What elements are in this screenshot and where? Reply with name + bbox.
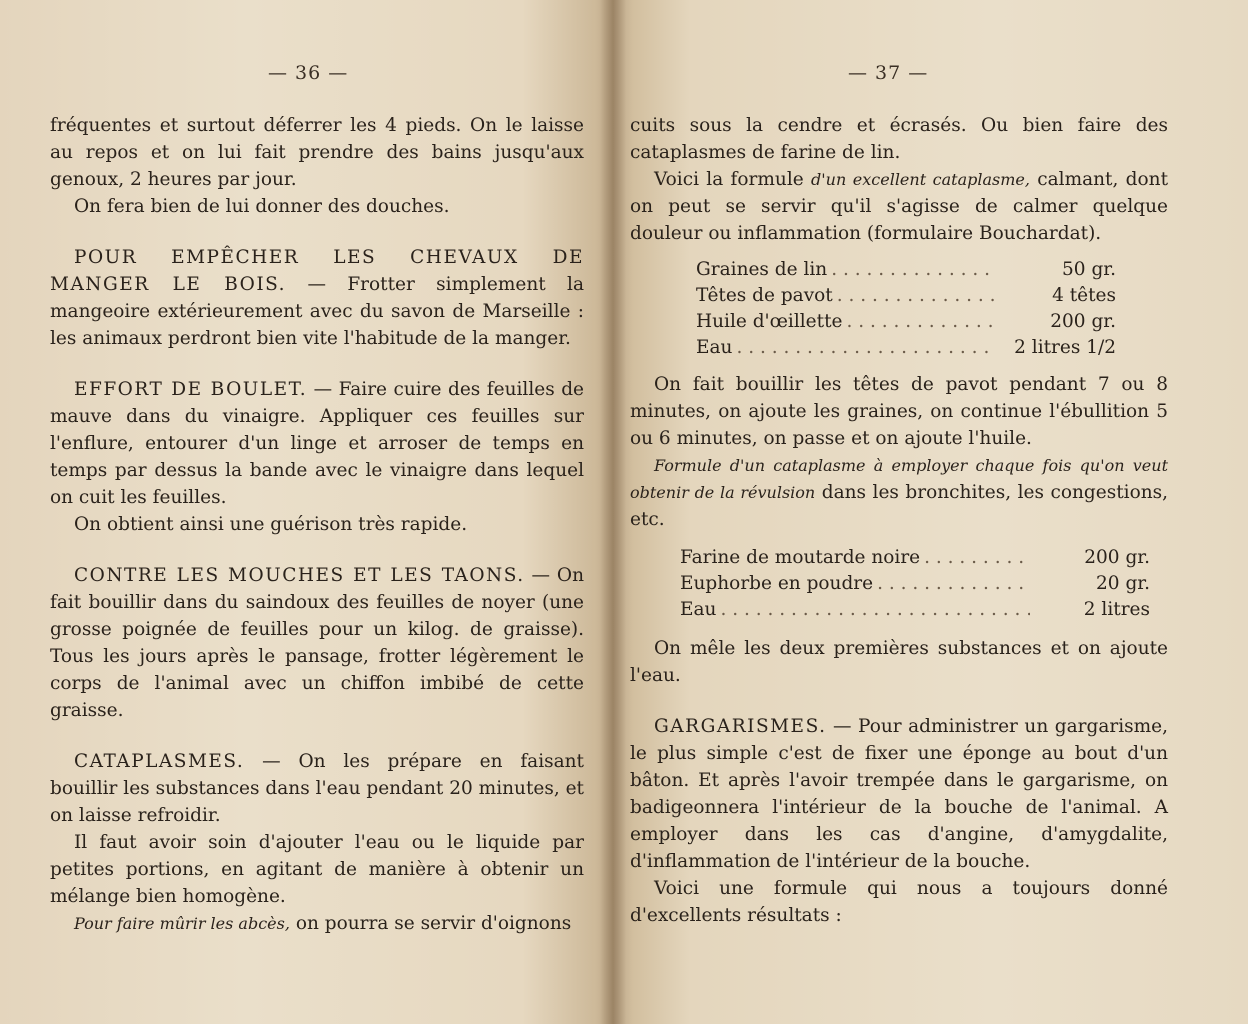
recipe-row [696, 309, 1116, 335]
recipe-table [696, 257, 1116, 361]
paragraph: cuits sous la cendre et écrasés. Ou bien faire des cataplasmes de farine de lin. [630, 115, 1168, 163]
section-chevaux [50, 244, 584, 352]
paragraph: On fait bouillir les têtes de pavot pendant 7 ou 8 minutes, on ajoute les graines, on continue l'ébullition 5 ou 6 minutes, on passe et on ajoute l'huile. [630, 374, 1168, 449]
ingredient-name: Huile d'œillette [696, 311, 843, 332]
section-body: — Faire cuire des feuilles de mauve dans du vinaigre. Appliquer ces feuilles sur l'enflure, entourer d'un linge et arroser de temps en temps par dessus la bande avec le vinaigre dans lequel on cuit les feuilles. [50, 379, 584, 508]
section-heading: POUR EMPÊCHER LES CHEVAUX DE MANGER LE BOIS. [50, 247, 584, 295]
paragraph-text: dans les bronchites, les congestions, etc. [630, 482, 1168, 530]
section-heading: GARGARISMES. [654, 716, 827, 737]
leader-dots [827, 257, 996, 283]
ingredient-qty: 200 gr. [1084, 547, 1150, 568]
right-page [614, 0, 1248, 1024]
leader-dots [842, 309, 996, 335]
paragraph: fréquentes et surtout déferrer les 4 pieds. On le laisse au repos et on lui fait prendre des bains jusqu'aux genoux, 2 heures par jour. [50, 115, 584, 190]
paragraph [50, 910, 584, 937]
section-body: — On fait bouillir dans du saindoux des feuilles de noyer (une grosse poignée de feuilles pour un kilog. de graisse). Tous les jours après le pansage, frotter légèrement le corps de l'animal avec un chiffon imbibé de cette graisse. [50, 565, 585, 721]
paragraph-text: calmant, dont on peut se servir qu'il s'agisse de calmer quelque douleur ou inflammation (formulaire Bouchardat). [630, 169, 1169, 244]
paragraph: Voici une formule qui nous a toujours donné d'excellents résultats : [630, 878, 1168, 926]
page-number: — 36 — [268, 62, 349, 84]
left-page-text [50, 112, 584, 937]
recipe-row [696, 283, 1116, 309]
section-mouches [50, 562, 584, 724]
recipe-row [696, 257, 1116, 283]
right-page-text [630, 112, 1168, 929]
page-number: — 37 — [848, 62, 929, 84]
ingredient-qty: 50 gr. [1062, 259, 1116, 280]
paragraph: Il faut avoir soin d'ajouter l'eau ou le liquide par petites portions, en agitant de manière à obtenir un mélange bien homogène. [50, 832, 584, 907]
ingredient-qty: 2 litres [1083, 599, 1150, 620]
ingredient-name: Euphorbe en poudre [680, 573, 874, 594]
ingredient-name: Têtes de pavot [696, 285, 833, 306]
ingredient-name: Graines de lin [696, 259, 828, 280]
ingredient-qty: 4 têtes [1052, 285, 1116, 306]
recipe-row [696, 335, 1116, 361]
italic-phrase: d'un excellent cataplasme, [811, 170, 1030, 189]
recipe-row [680, 545, 1150, 571]
ingredient-name: Eau [696, 337, 733, 358]
recipe-row [680, 597, 1150, 623]
left-page [0, 0, 614, 1024]
recipe-table [680, 545, 1150, 623]
section-cataplasmes [50, 748, 584, 829]
leader-dots [873, 571, 1030, 597]
leader-dots [833, 283, 996, 309]
section-gargarismes [630, 713, 1168, 875]
leader-dots [732, 335, 996, 361]
paragraph-text: on pourra se servir d'oignons [289, 913, 572, 934]
section-body: — Frotter simplement la mangeoire extérieurement avec du savon de Marseille : les animaux perdront bien vite l'habitude de la manger. [50, 274, 584, 349]
leader-dots [920, 545, 1030, 571]
ingredient-qty: 2 litres 1/2 [1014, 337, 1116, 358]
section-body: — On les prépare en faisant bouillir les substances dans l'eau pendant 20 minutes, et on laisse refroidir. [50, 751, 584, 826]
paragraph [630, 452, 1168, 533]
italic-phrase: Formule d'un cataplasme à employer chaque fois qu'on veut obtenir de la révulsion [630, 456, 1168, 502]
paragraph: On fera bien de lui donner des douches. [74, 196, 450, 217]
recipe-row [680, 571, 1150, 597]
ingredient-name: Farine de moutarde noire [680, 547, 921, 568]
ingredient-name: Eau [680, 599, 717, 620]
ingredient-qty: 200 gr. [1050, 311, 1116, 332]
section-heading: EFFORT DE BOULET. [74, 379, 308, 400]
paragraph: On mêle les deux premières substances et on ajoute l'eau. [630, 638, 1168, 686]
paragraph [630, 166, 1168, 247]
section-boulet [50, 376, 584, 511]
italic-phrase: Pour faire mûrir les abcès, [74, 914, 290, 933]
section-body: — Pour administrer un gargarisme, le plus simple c'est de fixer une éponge au bout d'un bâton. Et après l'avoir trempée dans le gargarisme, on badigeonnera l'intérieur de la bouche de l'animal. A employer dans les cas d'angine, d'amygdalite, d'inflammation de l'intérieur de la bouche. [630, 716, 1168, 872]
section-heading: CONTRE LES MOUCHES ET LES TAONS. [74, 565, 525, 586]
paragraph: On obtient ainsi une guérison très rapide. [74, 514, 468, 535]
ingredient-qty: 20 gr. [1096, 573, 1150, 594]
section-heading: CATAPLASMES. [74, 751, 245, 772]
book-gutter [600, 0, 626, 1024]
paragraph-text: Voici la formule [654, 169, 812, 190]
leader-dots [716, 597, 1030, 623]
